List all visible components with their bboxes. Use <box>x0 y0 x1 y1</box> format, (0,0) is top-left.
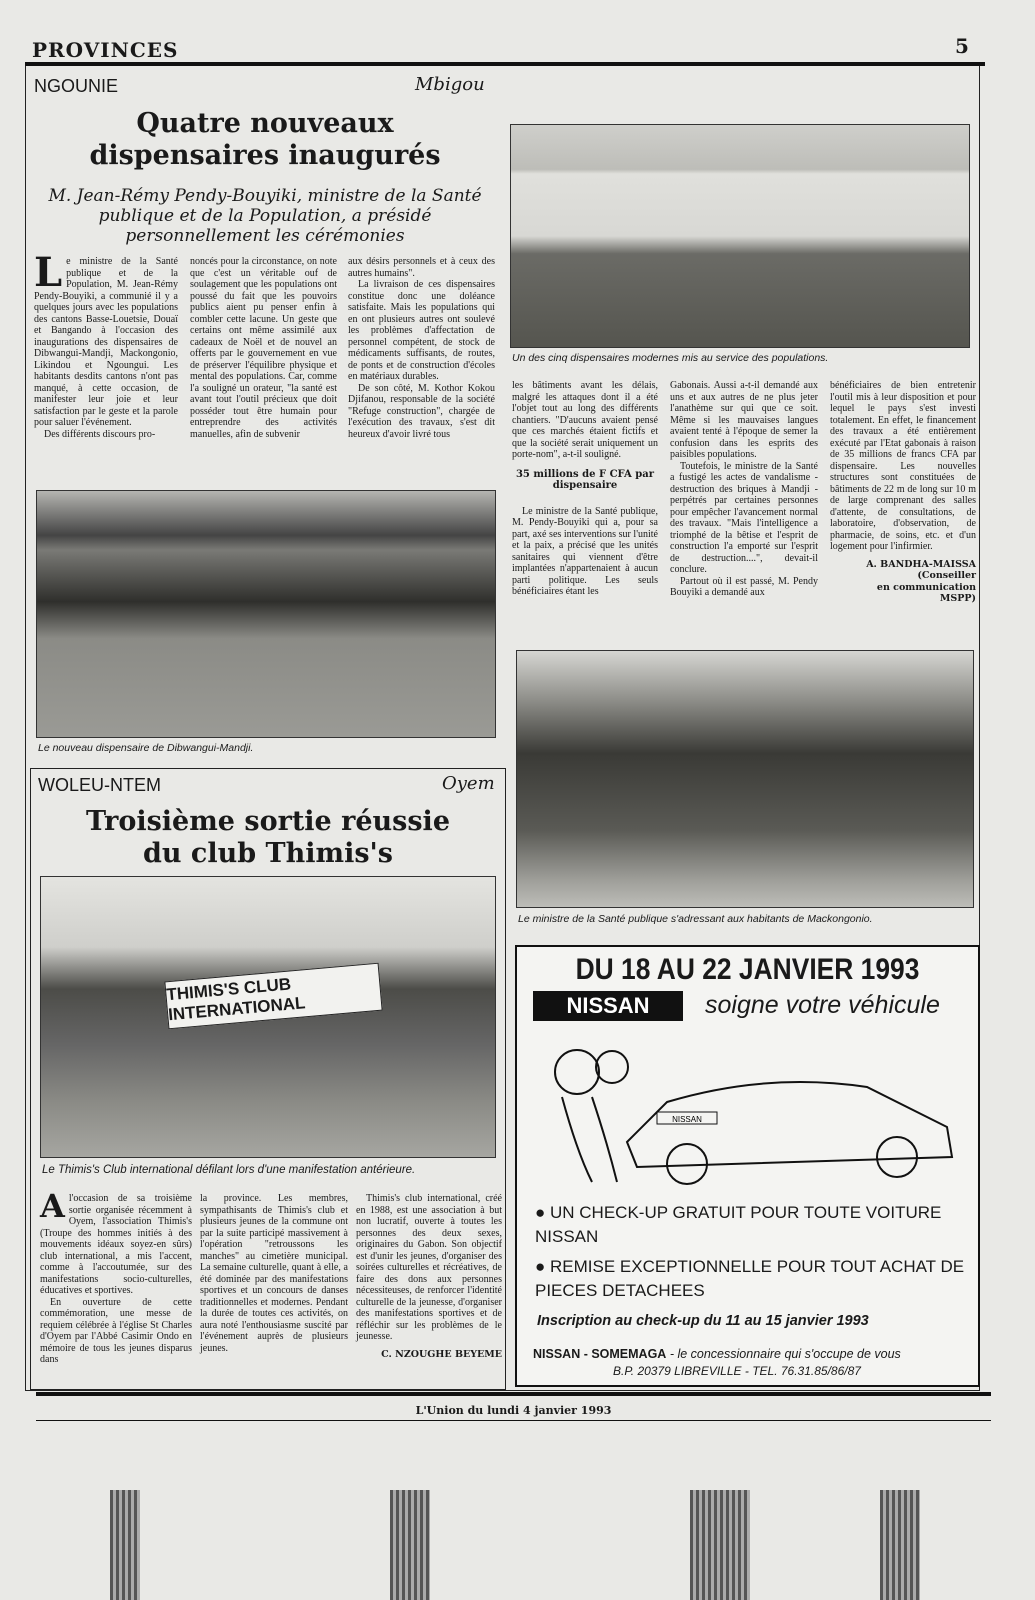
nissan-logo: NISSAN <box>533 991 683 1021</box>
footer-edition: L'Union du lundi 4 janvier 1993 <box>415 1404 612 1417</box>
photo-dispensary-building <box>510 124 970 348</box>
nissan-advertisement <box>515 945 980 1387</box>
paragraph: De son côté, M. Kothor Kokou Djifanou, responsable de la société "Refuge construction", chargée de l'exécution des travaux, s'est dit heureux d'avoir livré tous <box>348 382 495 440</box>
drop-cap: A <box>40 1187 65 1225</box>
club-banner: THIMIS'S CLUB INTERNATIONAL <box>164 963 382 1030</box>
title-line: Quatre nouveaux <box>136 108 394 139</box>
signature-line: MSPP) <box>939 593 976 604</box>
photo-dibwangui-dispensary <box>36 490 496 738</box>
paragraph: La livraison de ces dispensaires constitue donc une doléance satisfaite. Mais les populations qui en ont plusieurs autres ont soulevé les problèmes d'affectation de personnel compétent, de stock de médicaments suffisants, de routes, de ponts et de construction d'écoles en matériaux durables. <box>348 279 495 382</box>
caption: Le nouveau dispensaire de Dibwangui-Mandji. <box>38 742 254 754</box>
caption: Le Thimis's Club international défilant lors d'une manifestation antérieure. <box>42 1164 416 1176</box>
caption: Un des cinq dispensaires modernes mis au service des populations. <box>512 352 829 364</box>
paragraph: la province. Les membres, sympathisants de Thimis's club et plusieurs jeunes de la commune ont par la suite participé massivement à l'opération "retroussons les manches" au cimetière municipal. La semaine culturelle, quant à elle, a été dominée par des manifestations sportives et un concours de danses traditionnelles et modernes. Pendant la durée de toutes ces activités, on aura noté l'enthousiasme suscité par l'événement auprès de plusieurs jeunes. <box>200 1193 348 1354</box>
car-mascot-illustration <box>537 1032 962 1192</box>
bullet-text: UN CHECK-UP GRATUIT POUR TOUTE VOITURE NISSAN <box>535 1203 942 1246</box>
article-column <box>40 1187 192 1366</box>
page-number: 5 <box>955 34 970 58</box>
title-line: du club Thimis's <box>143 838 393 869</box>
paragraph: En ouverture de cette commémoration, une messe de requiem célébrée à l'église St Charles d'Oyem par l'Abbé Casimir Ondo en mémoire de tous les jeunes disparus dans <box>40 1296 192 1365</box>
drop-cap: L <box>34 249 63 296</box>
paragraph: Le ministre de la Santé publique, M. Pendy-Bouyiki qui a, pour sa part, axé ses interventions sur l'unité et la paix, a précisé que les unités sanitaires qui viennent d'être implantées n'appartenaient à aucun parti politique. Les seuls bénéficiaires étant les <box>512 505 658 597</box>
bullet-text: REMISE EXCEPTIONNELLE POUR TOUT ACHAT DE PIECES DETACHEES <box>535 1257 965 1300</box>
ad-tagline: soigne votre véhicule <box>705 991 940 1019</box>
footer-rule <box>36 1392 991 1396</box>
dealer-name: NISSAN - SOMEMAGA <box>533 1347 667 1361</box>
paragraph: Toutefois, le ministre de la Santé a fustigé les actes de vandalisme - destruction des briques à Mandji - perpétrés par certaines personnes pour empêcher l'avancement normal des travaux. "Mais l'intelligence a triomphé de la bêtise et l'esprit de construction l'a emporté sur l'esprit de destruction....", devait-il conclure. <box>670 460 818 575</box>
paragraph: aux désirs personnels et à ceux des autres humains". <box>348 256 495 279</box>
article-column <box>34 249 178 440</box>
place-oyem: Oyem <box>442 773 495 794</box>
ad-inscription: Inscription au check-up du 11 au 15 janvier 1993 <box>537 1313 869 1329</box>
paragraph: l'occasion de sa troisième sortie organisée récemment à Oyem, l'association Thimis's (Troupe des hommes initiés à des mouvements idéaux soyez-en sûrs) club international, a mis l'accent, comme à l'accoutumée, sur des manifestations socio-culturelles, éducatives et sportives. <box>40 1193 192 1296</box>
title-line: Troisième sortie réussie <box>85 806 450 837</box>
paragraph: e ministre de la Santé publique et de la Population, M. Jean-Rémy Pendy-Bouyiki, a communié il y a quelques jours avec les populations des cantons Basse-Louetsie, Douaï et Bangando à l'occasion des inaugurations des dispensaires de Dibwangui-Mandji, Mackongonio, Likindou et Ngoungui. Les habitants desdits cantons n'ont pas manqué, à cette occasion, de manifester leur joie et leur satisfaction par le geste et la parole pour saluer l'événement. <box>34 256 178 428</box>
scan-artifact <box>390 1490 430 1600</box>
article-title <box>30 108 500 172</box>
signature-line: (Conseiller <box>917 570 976 581</box>
ad-dealer <box>533 1347 901 1361</box>
ad-address: B.P. 20379 LIBREVILLE - TEL. 76.31.85/86/87 <box>613 1364 861 1378</box>
ad-headline: DU 18 AU 22 JANVIER 1993 <box>575 953 920 986</box>
license-plate: NISSAN <box>672 1115 702 1124</box>
footer-rule-thin <box>36 1420 991 1421</box>
caption: Le ministre de la Santé publique s'adressant aux habitants de Mackongonio. <box>518 913 873 925</box>
article-column <box>200 1193 348 1354</box>
article-title <box>30 806 506 870</box>
signature-line: en communication <box>876 581 976 593</box>
signature <box>830 559 976 605</box>
place-mbigou: Mbigou <box>415 74 485 95</box>
paragraph: Thimis's club international, créé en 1988, est une association à but non lucratif, ouverte à toutes les personnes des deux sexes, originaires du Gabon. Son objectif est d'unir les jeunes, d'organiser des soirées culturelles et récréatives, de faire des dons aux personnes nécessiteuses, de renforcer l'identité culturelle de la jeunesse, d'organiser des manifestations sportives et de réfléchir sur les problèmes de le jeunesse. <box>356 1193 502 1342</box>
article-column <box>356 1193 502 1360</box>
intertitle: 35 millions de F CFA par dispensaire <box>515 468 655 491</box>
ad-bullet: ● UN CHECK-UP GRATUIT POUR TOUTE VOITURE NISSAN <box>535 1203 942 1246</box>
rubric-ngounie: NGOUNIE <box>34 76 119 96</box>
ad-bullet: ● REMISE EXCEPTIONNELLE POUR TOUT ACHAT DE PIECES DETACHEES <box>535 1257 965 1300</box>
paragraph: les bâtiments avant les délais, malgré les attaques dont il a été l'objet tout au long des différents chantiers. "D'aucuns avaient pensé que ces marchés étaient fictifs et que la société serait uniquement un porte-nom", a-t-il souligné. <box>512 380 658 460</box>
article-subtitle: M. Jean-Rémy Pendy-Bouyiki, ministre de la Santé publique et de la Population, a présidé personnellement les cérémonies <box>48 186 482 246</box>
section-title: PROVINCES <box>32 38 179 62</box>
article-column <box>190 256 337 440</box>
paragraph: bénéficiaires de bien entretenir l'outil mis à leur disposition et pour lequel le pays s'est investi totalement. En effet, le financement des travaux a été entièrement exécuté par l'Etat gabonais à raison de 35 millions de francs CFA par dispensaire. Les nouvelles structures sont constituées de bâtiments de 22 m de long sur 10 m de large comprenant des salles d'attente, de consultations, de laboratoire, d'observation, de pharmacie, de soins, etc. et d'un logement pour l'infirmier. <box>830 380 976 552</box>
signature: C. NZOUGHE BEYEME <box>381 1348 502 1360</box>
scan-artifact <box>110 1490 140 1600</box>
title-line: dispensaires inaugurés <box>89 140 441 171</box>
scan-artifact <box>880 1490 920 1600</box>
photo-parade <box>40 876 496 1158</box>
article-column <box>512 380 658 598</box>
paragraph: Gabonais. Aussi a-t-il demandé aux uns et aux autres de ne plus jeter l'anathème sur qui que ce soit. Même si les mauvaises langues avaient tenté à l'époque de semer la confusion dans les esprits des paisibles populations. <box>670 380 818 460</box>
signature-line: A. BANDHA-MAISSA <box>866 558 976 570</box>
article-column <box>830 380 976 605</box>
photo-minister-crowd <box>516 650 974 908</box>
paragraph: noncés pour la circonstance, on note que c'est un véritable ouf de soulagement que les populations ont poussé du fait que les pouvoirs publics aient pu penser enfin à combler cette lacune. Un geste que certains ont même assimilé aux cadeaux de Noël et de nouvel an offerts par le gouvernement en vue de préserver l'équilibre physique et mental des populations. Car, comme l'a souligné un orateur, "la santé est avant tout l'outil précieux que doit posséder tout être humain pour entreprendre des activités manuelles, afin de subvenir <box>190 256 337 440</box>
paragraph: Partout où il est passé, M. Pendy Bouyiki a demandé aux <box>670 575 818 598</box>
dealer-tagline: - le concessionnaire qui s'occupe de vous <box>666 1347 901 1361</box>
article-column <box>670 380 818 599</box>
scan-artifact <box>690 1490 750 1600</box>
article-column <box>348 256 495 440</box>
rubric-woleu-ntem: WOLEU-NTEM <box>38 775 161 795</box>
paragraph: Des différents discours pro- <box>44 428 156 440</box>
